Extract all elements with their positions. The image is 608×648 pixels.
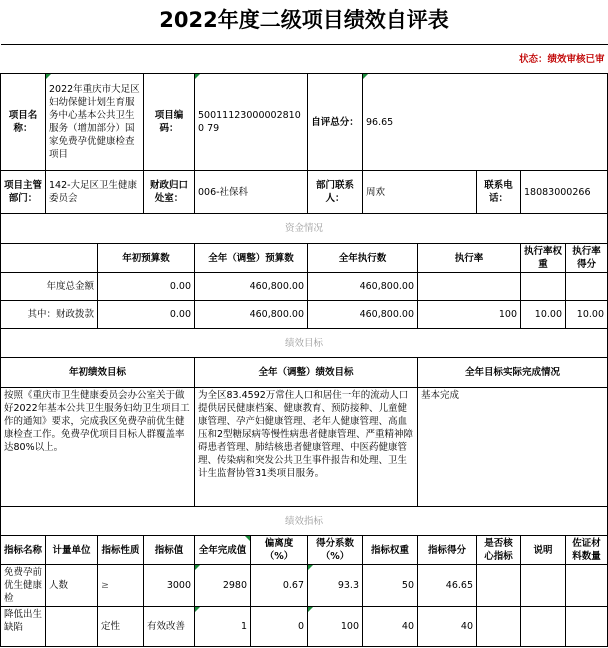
ind-cell-target: 有效改善 <box>144 607 195 647</box>
table-row <box>1 301 608 329</box>
ind-header-name: 指标名称 <box>1 536 46 565</box>
goals-initial-text: 按照《重庆市卫生健康委员会办公室关于做好2022年基本公共卫生服务妇幼卫生项目工作的通知》要求，完成我区免费孕前优生健康检查工作。免费孕优项目目标人群覆盖率达80%以上。 <box>1 388 195 507</box>
ind-header-core: 是否核心指标 <box>477 536 521 565</box>
table-row <box>1 607 608 647</box>
finance-label: 财政归口处室： <box>144 171 195 214</box>
ind-cell-name: 降低出生缺陷 <box>1 607 46 647</box>
goals-adjusted-text: 为全区83.4592万常住人口和居住一年的流动人口提供居民健康档案、健康教育、预防接种、儿童健康管理、孕产妇健康管理、老年人健康管理、高血压和2型糖尿病等慢性病患者健康管理、严重精神障碍患者管理、肺结核患者健康管理、中医药健康管理、传染病和突发公共卫生事件报告和处理、卫生计生监督协管31类项目服务。 <box>195 388 418 507</box>
status-cell <box>1 45 608 74</box>
phone-label: 联系电话： <box>477 171 521 214</box>
ind-cell-coef: 100 <box>308 607 363 647</box>
goals-actual-text: 基本完成 <box>418 388 608 507</box>
page-title: 2022年度二级项目绩效自评表 <box>159 8 449 32</box>
ind-cell-nature: ≥ <box>98 565 144 607</box>
ind-cell-deviation: 0.67 <box>251 565 308 607</box>
ind-cell-actual: 1 <box>195 607 251 647</box>
ind-cell-core <box>477 607 521 647</box>
funds-row-initial: 0.00 <box>98 301 195 329</box>
self-score-label: 自评总分： <box>308 74 363 171</box>
funds-row-score <box>566 273 608 301</box>
funds-header-weight: 执行率权重 <box>521 244 566 273</box>
funds-header-initial: 年初预算数 <box>98 244 195 273</box>
project-name-value: 2022年重庆市大足区妇幼保健计划生育服务中心基本公共卫生服务（增加部分）国家免费孕优健康检查项目 <box>46 74 144 171</box>
goals-header-initial: 年初绩效目标 <box>1 358 195 388</box>
funds-row-executed: 460,800.00 <box>308 301 418 329</box>
ind-cell-core <box>477 565 521 607</box>
indicators-section-title: 绩效指标 <box>1 507 608 536</box>
funds-header-blank <box>1 244 98 273</box>
evaluation-sheet <box>0 44 608 647</box>
funds-header-score: 执行率得分 <box>566 244 608 273</box>
funds-header-executed: 全年执行数 <box>308 244 418 273</box>
goals-header-adjusted: 全年（调整）绩效目标 <box>195 358 418 388</box>
project-code-value: 500111230000028100 79 <box>195 74 308 171</box>
ind-header-proof: 佐证材料数量 <box>566 536 608 565</box>
table-row <box>1 273 608 301</box>
ind-header-note: 说明 <box>521 536 566 565</box>
ind-cell-target: 3000 <box>144 565 195 607</box>
ind-cell-proof <box>566 565 608 607</box>
status-text: 状态：绩效审核已审 <box>518 53 605 65</box>
funds-row-label: 年度总金额 <box>1 273 98 301</box>
ind-cell-weight: 50 <box>363 565 418 607</box>
funds-header-adjusted: 全年（调整）预算数 <box>195 244 308 273</box>
ind-cell-note <box>521 607 566 647</box>
funds-row-weight: 10.00 <box>521 301 566 329</box>
ind-header-actual: 全年完成值 <box>195 536 251 565</box>
ind-cell-unit <box>46 607 98 647</box>
ind-cell-actual: 2980 <box>195 565 251 607</box>
ind-cell-note <box>521 565 566 607</box>
ind-header-weight: 指标权重 <box>363 536 418 565</box>
funds-row-adjusted: 460,800.00 <box>195 273 308 301</box>
funds-row-label: 其中：财政拨款 <box>1 301 98 329</box>
ind-cell-weight: 40 <box>363 607 418 647</box>
ind-cell-score: 46.65 <box>418 565 477 607</box>
ind-header-unit: 计量单位 <box>46 536 98 565</box>
funds-row-initial: 0.00 <box>98 273 195 301</box>
project-code-label: 项目编码： <box>144 74 195 171</box>
ind-cell-proof <box>566 607 608 647</box>
funds-row-rate: 100 <box>418 301 521 329</box>
ind-cell-score: 40 <box>418 607 477 647</box>
phone-value: 18083000266 <box>521 171 608 214</box>
contact-value: 周欢 <box>363 171 477 214</box>
funds-row-executed: 460,800.00 <box>308 273 418 301</box>
funds-row-adjusted: 460,800.00 <box>195 301 308 329</box>
dept-value: 142-大足区卫生健康委员会 <box>46 171 144 214</box>
self-score-value: 96.65 <box>363 74 608 171</box>
contact-label: 部门联系人： <box>308 171 363 214</box>
ind-header-nature: 指标性质 <box>98 536 144 565</box>
table-row <box>1 565 608 607</box>
ind-cell-nature: 定性 <box>98 607 144 647</box>
ind-header-target: 指标值 <box>144 536 195 565</box>
ind-header-coef: 得分系数（%） <box>308 536 363 565</box>
ind-cell-deviation: 0 <box>251 607 308 647</box>
ind-cell-unit: 人数 <box>46 565 98 607</box>
ind-header-deviation: 偏离度（%） <box>251 536 308 565</box>
funds-header-rate: 执行率 <box>418 244 521 273</box>
goals-header-actual: 全年目标实际完成情况 <box>418 358 608 388</box>
ind-cell-name: 免费孕前优生健康检 <box>1 565 46 607</box>
funds-row-score: 10.00 <box>566 301 608 329</box>
dept-label: 项目主管部门： <box>1 171 46 214</box>
ind-header-score: 指标得分 <box>418 536 477 565</box>
ind-cell-coef: 93.3 <box>308 565 363 607</box>
funds-row-weight <box>521 273 566 301</box>
funds-row-rate <box>418 273 521 301</box>
funds-section-title: 资金情况 <box>1 214 608 244</box>
project-name-label: 项目名称： <box>1 74 46 171</box>
finance-value: 006-社保科 <box>195 171 308 214</box>
goals-section-title: 绩效目标 <box>1 329 608 358</box>
